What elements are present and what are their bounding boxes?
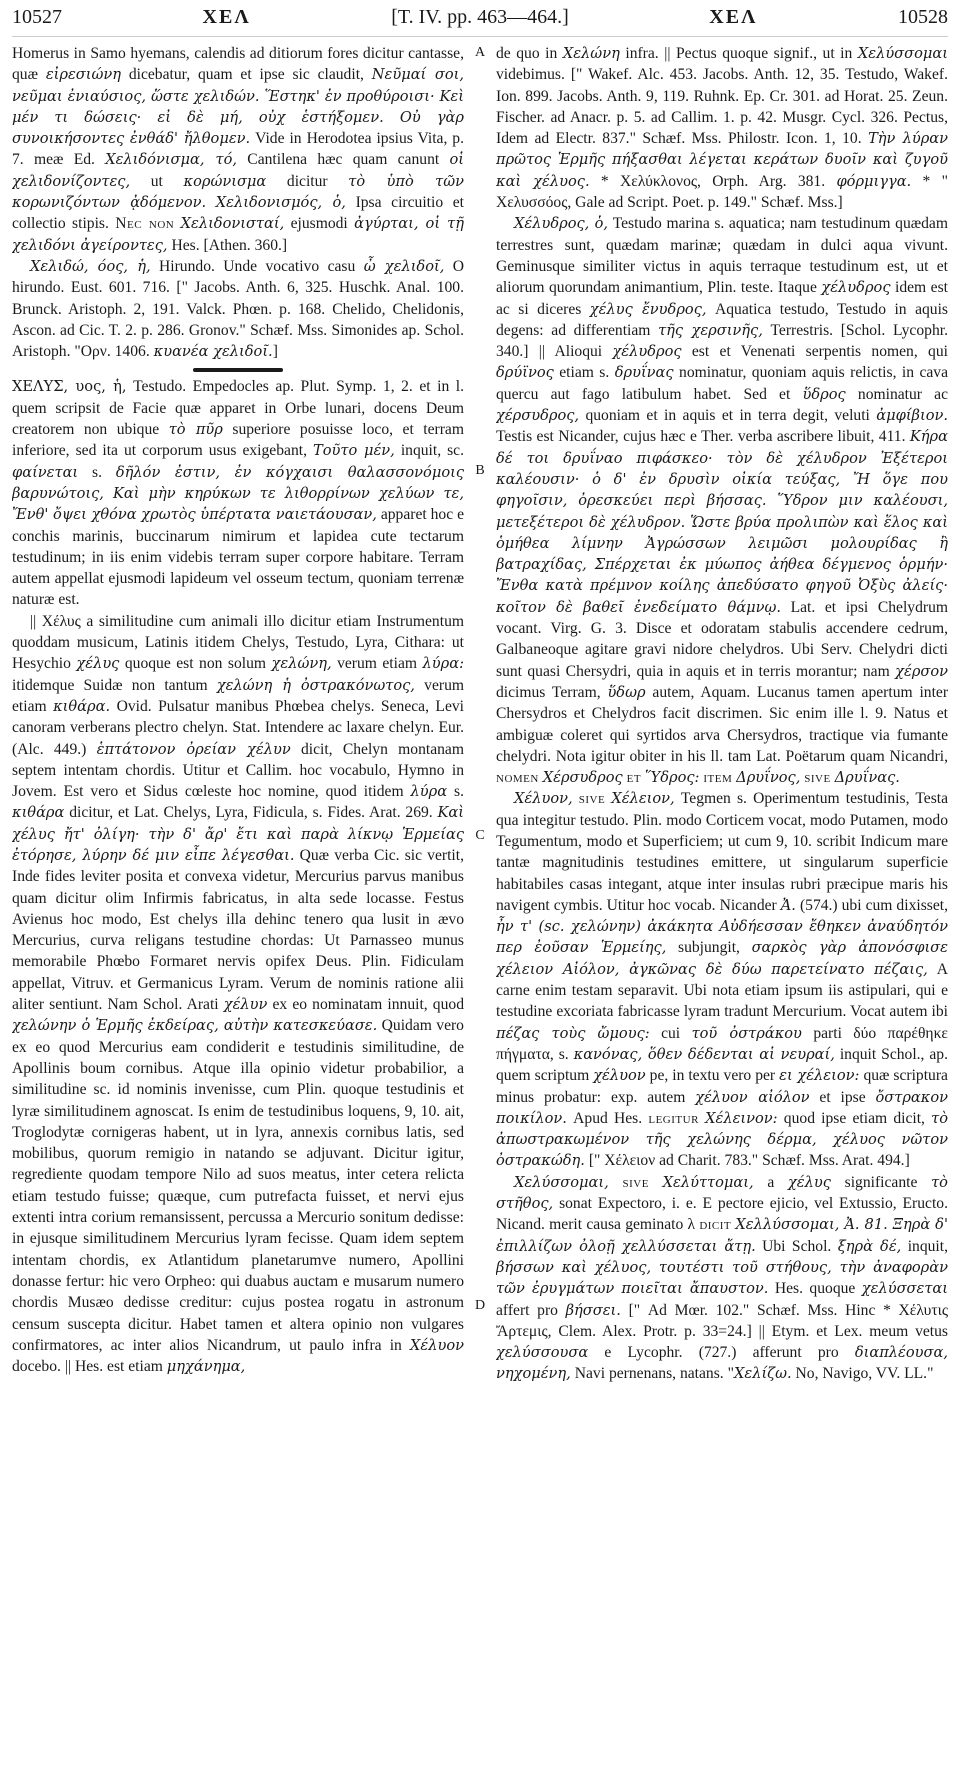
greek-text: χελώνη ἡ ὀστρακόνωτος, xyxy=(216,676,415,694)
body-text: sonat Expectoro, i. e. E pectore ejicio, vel Extussio, Eructo. Nicand. merit causa geminato λ xyxy=(496,1195,948,1234)
greek-text: φόρμιγγα. xyxy=(836,172,912,190)
greek-text: κορώνισμα xyxy=(183,172,267,190)
greek-text: ἀμφίβιον. xyxy=(876,407,948,425)
body-text: Quæ verba Cic. sic vertit, Inde fides leviter posita et convexa videtur, Mercurius parvus manibus quam dicitur olim Infirmis fabricatus, in alta sede locasse. Festus Avienus hoc modo, Est chelys illa dehinc tenero qua lusit in ævo Mercurius, curva religans testudine chordas: Ut Parnasseo munus memorabile Phœbo Formaret nervis opifex Deus. Plin. Fidiculam appellat, Vitruv. et Germanicus Lyram. Verum de nominis ratione alii aliter sentiunt. Nam Schol. Arati xyxy=(12,846,464,1014)
greek-text: χέλυδρος xyxy=(612,343,682,361)
body-text: quoque est non solum xyxy=(124,655,267,673)
running-head-right: ΧΕΛ xyxy=(709,6,758,28)
margin-mark-b: B xyxy=(475,463,485,478)
entry-chelyssomai xyxy=(496,1172,948,1385)
body-text: dicimus Terram, xyxy=(496,683,601,701)
small-caps-text: item xyxy=(703,769,733,787)
body-text: verum etiam xyxy=(337,655,418,673)
greek-text: ΧΕΛΥΣ, υος, ἡ, xyxy=(12,378,127,396)
greek-text: Χελιδόνισμα, τό, xyxy=(105,151,238,169)
body-text: quæ scriptura minus probatur: exp. autem xyxy=(496,1067,948,1106)
body-text: et ipse xyxy=(819,1088,866,1106)
small-caps-text: sive xyxy=(804,769,831,787)
entry-chelys-instrument xyxy=(12,611,464,1378)
greek-text: τὸ ὑπὸ τῶν κορωνιζόντων ᾀδόμενον. xyxy=(12,172,464,212)
body-text: Navi pernenans, natans. " xyxy=(574,1365,734,1383)
greek-text: χέλυς xyxy=(787,1173,831,1191)
greek-text: ὕδωρ xyxy=(607,683,646,701)
greek-text: λύρα xyxy=(410,783,448,801)
body-text: ejusmodi xyxy=(290,215,348,233)
greek-text: δῆλόν ἐστιν, ἐν κόγχαισι θαλασσονόμοις βαρυνώτοις, Καὶ μὴν κηρύκων τε λιθορρίνων χελύων τε, Ἔνθ' ὄψει χθόνα χρωτὸς ὑπέρτατα ναιετάουσαν, xyxy=(12,463,464,524)
body-text: s. xyxy=(92,463,102,481)
greek-text: κανόνας, ὅθεν δέδενται αἱ νευραί, xyxy=(573,1045,835,1063)
entry-chelys-continued xyxy=(496,43,948,213)
greek-text: ει χέλειον: xyxy=(779,1067,860,1085)
greek-text: Χέλειον, xyxy=(611,790,675,808)
greek-text: εἰρεσιώνη xyxy=(45,66,121,84)
body-text: Hes. [Athen. 360.] xyxy=(171,236,288,254)
greek-text: Χέρσυδρος xyxy=(542,769,623,787)
greek-text: χελύσσεται xyxy=(861,1280,948,1298)
body-text: Testis est Nicander, cujus hæc e Ther. verba ascribere libuit, 411. xyxy=(496,428,906,446)
greek-text: κιθάρα xyxy=(12,804,65,822)
greek-text: Χέλεινον: xyxy=(705,1109,778,1127)
greek-text: ὄστρακον ποικίλον. xyxy=(496,1088,948,1127)
body-text: * Χελύκλονος, Orph. Arg. 381. xyxy=(600,172,826,190)
body-text: Terrestris. [Schol. Lycophr. 340.] || Alioqui xyxy=(496,321,948,361)
greek-text: Καὶ χέλυς ἤτ' ὀλίγη· τὴν δ' ἄρ' ἔτι καὶ παρὰ λίκνῳ Ἑρμείας ἐτόρησε, λύρην δέ μιν εἶπε λέγεσθαι. xyxy=(12,804,464,864)
right-column xyxy=(496,43,948,1753)
body-text: Quidam vero ex eo quod Mercurius eam condiderit e testudinis similitudine, de Apollinis boum cornibus. Atque illa opinio videtur probabilior, a similitudine sc. id nominis invenisse, cum Plin. quoque testudinis et lyræ similitudinem agnoscat. Is enim de testudinibus loquens, 9, 10. ait, Troglodytæ cornigeras habent, ut in lyra, annexis cornibus latis, sed mobilibus, quorum remigio in natando se adjuvant. Dicitur igitur, regrediente quodam tempore Nilo ad suos meatus, inter cetera relicta etiam testudo fuisse; quæque, cum putrefacta fuisset, et nervi ejus extenti intra corium remansissent, percussa a Mercurio sonitum dedisse: in ejusque similitudinem Mercurius lyram fecisse. Quam idem septem intentam chordis, ex Atlantidum planetarumve numero, Apollini donasse fertur: hic vero Orpheo: qui duabus auctam e musarum numero chordis Musæo dedisse creditur: cujus postea rogatu in astronum censum suscepta dicitur. Habet tamen et altera opinio non vulgares confirmatores, ac inter alios Nicandrum, ut paulo infra in xyxy=(12,1017,464,1354)
greek-text: οἱ χελιδονίζοντες, xyxy=(12,151,464,190)
body-text: dicit, Chelyn montanam septem intentam chordis. Utitur et Callim. hoc vocabulo, Hymno in Jovem. Est vero et Sidus cœleste hoc nomine, quod itidem xyxy=(12,740,464,801)
greek-text: Χελλύσσομαι, Ἀ. 81. Ξηρὰ δ' ἐπιλλίζων ὀλοῇ χελλύσσεται ἄτῃ. xyxy=(496,1216,948,1255)
page-number-right: 10528 xyxy=(897,6,948,28)
entry-separator-rule xyxy=(193,368,283,372)
greek-text: Τὴν λύραν πρῶτος Ἑρμῆς πήξασθαι λέγεται κεράτων δυοῖν καὶ ζυγοῦ καὶ χέλυος. xyxy=(496,130,948,190)
body-text: (574.) ubi cum dixisset, xyxy=(799,896,948,914)
small-caps-text: nomen xyxy=(496,769,539,787)
greek-text: ξηρὰ δέ, xyxy=(837,1237,902,1255)
body-text: ex eo nominatam innuit, quod xyxy=(272,996,464,1014)
body-text: verum etiam xyxy=(12,676,464,715)
small-caps-text: legitur xyxy=(648,1109,699,1127)
body-text: A carne enim testam separavit. Ubi nota etiam ipsum iis astipulari, qui e testudine excoriata fabricasse lyram tradunt Mercurium. Vocat autem ibi xyxy=(496,960,948,1021)
small-caps-text: sive xyxy=(622,1173,649,1191)
greek-text: τὸ στῆθος, xyxy=(496,1173,948,1213)
body-text: Testudo. Empedocles ap. Plut. Symp. 1, 2. et in l. quem scripsit de Facie quæ apparet in Orbe lunari, docens Deum creatorem non ubique xyxy=(12,378,464,439)
greek-text: δρύϊνος xyxy=(496,364,554,382)
body-text: dicitur, et Lat. Chelys, Lyra, Fidicula, s. Fides. Arat. 269. xyxy=(69,804,433,822)
greek-text: χέλυδρος xyxy=(821,279,891,297)
greek-text: κυανέα χελιδοῖ. xyxy=(153,343,273,361)
two-column-body xyxy=(12,43,948,1753)
greek-text: τὸ πῦρ xyxy=(168,421,223,439)
greek-text: βήσσων καὶ χέλυος, τουτέστι τοῦ στήθους, τὴν ἀναφορὰν τῶν ἐρυγμάτων ποιεῖται ἄπαυστον. xyxy=(496,1258,948,1298)
greek-text: Χελιδονισταί, xyxy=(180,215,285,233)
margin-mark-c: C xyxy=(475,828,485,843)
body-text: Apud Hes. xyxy=(573,1109,643,1127)
greek-text: λύρα: xyxy=(422,655,464,673)
greek-text: κιθάρα. xyxy=(53,697,111,715)
body-text: de quo in xyxy=(496,45,558,62)
greek-text: Χέλυδρος, ὁ, xyxy=(514,215,609,233)
body-text: [" Χέλειον ad Charit. 783." Schæf. Mss. Arat. 494.] xyxy=(588,1152,910,1170)
body-text: subjungit, xyxy=(678,939,740,957)
entry-chelydros xyxy=(496,213,948,788)
greek-text: Δρυΐνος, xyxy=(736,769,801,787)
body-text: * " Χελυσσόος, Gale ad Script. Poet. p. 149." Schæf. Mss.] xyxy=(496,172,948,212)
body-text: affert pro xyxy=(496,1301,558,1319)
body-text: nominatur, quoniam aquis relictis, in cava quercu aut fago latibulum habet. Sed et xyxy=(496,364,948,403)
body-text: Aquatica testudo, Testudo in aquis degens: ad differentiam xyxy=(496,300,948,339)
body-text: infra. || Pectus quoque signif., ut in xyxy=(625,45,853,62)
greek-text: χέλυς ἔνυδρος, xyxy=(589,300,707,318)
greek-text: Χελώνη xyxy=(562,45,620,62)
body-text: etiam s. xyxy=(559,364,610,382)
body-text: inquit, xyxy=(907,1237,948,1255)
body-text: O hirundo. Eust. 601. 716. [" Jacobs. Anth. 6, 325. Huschk. Anal. 100. Brunck. Aristoph. 2, 191. Valck. Phœn. p. 168. Chelido, Chelidonis, Ascon. ad Cic. T. 2. p. 286. Gronov." Schæf. Mss. Simonides ap. Schol. Aristoph. "Ορν. 1406. xyxy=(12,257,464,361)
body-text: idem est ac si diceres xyxy=(496,279,948,318)
entry-chelyon xyxy=(496,788,948,1171)
greek-text: Νεῦμαί σοι, νεῦμαι ἐνιαύσιος, ὥστε χελιδών. Ἕστηκ' ἐν προθύροισι· Κεὶ μέν τι δώσεις· εἰ δὲ μή, οὐχ ἑστήξομεν. Οὐ γὰρ συνοικήσοντες ἐνθάδ' ἤλθομεν. xyxy=(12,66,464,148)
body-text: significante xyxy=(844,1173,918,1191)
greek-text: Χελύττομαι, xyxy=(662,1173,754,1191)
body-text: Hirundo. Unde vocativo casu xyxy=(159,257,356,275)
greek-text: δρυΐνας xyxy=(614,364,674,382)
margin-mark-d: D xyxy=(474,1298,486,1313)
body-text: pe, in textu vero per xyxy=(649,1067,776,1085)
small-caps-text: sive xyxy=(578,790,606,808)
page-header xyxy=(12,6,948,37)
greek-text: χέρσυδρος, xyxy=(496,407,580,425)
margin-mark-a: A xyxy=(474,45,486,60)
greek-text: χελώνη, xyxy=(271,655,332,673)
body-text: a xyxy=(767,1173,775,1191)
greek-text: Χελιδονισμός, ὁ, xyxy=(215,194,346,212)
body-text: ] xyxy=(272,343,278,361)
greek-text: ἀγύρται, οἱ τῇ χελιδόνι ἀγείροντες, xyxy=(12,215,464,254)
greek-text: χελύσσουσα xyxy=(496,1344,589,1362)
greek-text: χέλυον xyxy=(593,1067,646,1085)
greek-text: χέρσον xyxy=(895,662,948,680)
body-text: nominatur ac xyxy=(857,385,948,403)
greek-text: Κήρα δέ τοι δρυΐναο πιφάσκεο· τὸν δὲ χέλυδρον Ἐξέτεροι καλέουσιν· ὁ δ' ἐν δρυσὶν οἰκία τεύξας, Ἤ ὅγε που φηγοῖσιν, ὀρεσκεύει περὶ βήσσας. Ὕδρον μιν καλέουσι, μετεξέτεροι δὲ χέλυδρον. Ὥστε βρύα προλιπὼν καὶ ἕλος καὶ ὁμήθεα λίμνην Ἀγρώσσων λειμῶσι μολουρίδας ἢ βατραχίδας, Σπέρχεται ἐκ μύωπος ἀήθεα δέγμενος ὁρμήν· Ἔνθα κατὰ πρέμνον κοίλης ἀπεδύσατο φηγοῦ Ὀξὺς ἀλείς· κοῖτον δὲ βαθεῖ ἐνεδείματο θάμνῳ. xyxy=(496,428,948,616)
body-text: quoniam et in aquis et in terra degit, veluti xyxy=(585,407,870,425)
body-text: inquit Schol., ap. quem scriptum xyxy=(496,1045,948,1085)
body-text: docebo. || Hes. est etiam xyxy=(12,1358,163,1376)
running-head-left: ΧΕΛ xyxy=(202,6,251,28)
greek-text: Χελίζω. xyxy=(733,1365,792,1383)
body-text: Tegmen s. Operimentum testudinis, Testa qua integitur testudo. Plin. modo Corticem vocat, modo Putamen, modo Tegumentum, modo et Superficiem; ut cum 9, 10. scribit Indicum mare tantæ magnitudinis testudines emittere, ut singularum superficie habitabiles casas integant, atque inter insulas rubri præcipue maris his navigent cymbis. Utitur hoc vocab. Nicander xyxy=(496,790,948,914)
greek-text: πέζας τοὺς ὤμους: xyxy=(496,1024,650,1042)
body-text: Cantilena hæc quam canunt xyxy=(247,151,440,169)
body-text: parti δύο παρέθηκε πήγματα, s. xyxy=(496,1024,948,1063)
body-text: apparet hoc e conchis marinis, buccinarum nimirum et lapidea cute tectarum testudinum; in iis enim videbis terram super corpore habitare. Terram autem appellat ejusmodi lapideum vel osseum tectum, quoniam terrenæ naturæ est. xyxy=(12,506,464,609)
greek-text: ἦν τ' (sc. χελώνην) ἀκάκητα Αὐδήεσσαν ἔθηκεν ἀναύδητόν περ ἐοῦσαν Ἑρμείης, xyxy=(496,918,948,957)
body-text: e Lycophr. (727.) afferunt pro xyxy=(604,1344,839,1362)
entry-chelidonisma xyxy=(12,43,464,256)
greek-text: Χελύσσομαι, xyxy=(514,1173,609,1191)
greek-text: Χέλυον xyxy=(409,1336,464,1354)
greek-text: τοῦ ὀστράκου xyxy=(691,1024,802,1042)
small-caps-text: et xyxy=(626,769,642,787)
small-caps-text: dicit xyxy=(699,1216,732,1234)
body-text: Testudo marina s. aquatica; nam testudinum quædam terrestres sunt, quædam marinæ; quædam in dulci aqua vivunt. Geminusque similiter victus in aquis terraque testudinum est, ut et aliorum quorundam animantium, Plin. teste. Itaque xyxy=(496,215,948,297)
body-text: Ipsa circuitio et collectio stipis. xyxy=(12,194,464,233)
greek-text: ὦ χελιδοῖ, xyxy=(363,257,445,275)
greek-text: Ἀ. xyxy=(780,896,796,914)
entry-chelys xyxy=(12,376,464,610)
body-text: est et Venenati serpentis nomen, qui xyxy=(691,343,948,361)
greek-text: Ὕδρος: xyxy=(644,769,700,787)
greek-text: μηχάνημα, xyxy=(166,1358,246,1376)
body-text: itidemque Suidæ non tantum xyxy=(12,676,208,694)
body-text: quod ipse etiam dicit, xyxy=(783,1109,925,1127)
greek-text: σαρκὸς γὰρ ἀπονόσφισε χέλειον Αἰόλον, ἀγκῶνας δὲ δύω παρετείνατο πέζαις, xyxy=(496,939,948,978)
greek-text: χέλυν xyxy=(223,996,268,1014)
body-text: videbimus. [" Wakef. Alc. 453. Jacobs. Anth. 12, 35. Testudo, Wakef. Ion. 899. Jacobs. Anth. 9, 119. Ruhnk. Ep. Cr. 301. ad Horat. 25. Zeun. Fischer. ad Anacr. p. 5. ad Callim. 1. p. 42. Musgr. Cycl. 326. Pectus, Idem ad Electr. 837." Schæf. Mss. Philostr. Icon. 1, 10. xyxy=(496,66,948,148)
body-text: Lat. et ipsi Chelydrum vocant. Virg. G. 3. Disce et odoratam stabulis accendere cedrum, Galbaneoque agitare gravi nidore chelydros. Ubi Serv. Chelydri dicti sunt quasi Chersydri, quia in aquis et in terris morantur; nam xyxy=(496,598,948,680)
body-text: superiore posuisse loco, et terram inferiore, sed ita ut corporum usus exigebant, xyxy=(12,421,464,460)
body-text: [" Ad Mœr. 102." Schæf. Mss. Hinc * Χέλυτις Ἄρτεμις, Clem. Alex. Protr. p. 33=24.] || Etym. et Lex. meum vetus xyxy=(496,1301,948,1340)
entry-chelido xyxy=(12,256,464,362)
greek-text: ἑπτάτονον ὀρείαν χέλυν xyxy=(96,740,291,758)
body-text: s. xyxy=(454,783,464,801)
body-text: dicebatur, quam et ipse sic claudit, xyxy=(128,66,364,84)
greek-text: Χελιδώ, όος, ἡ, xyxy=(30,257,151,275)
greek-text: Δρυΐνας. xyxy=(834,769,900,787)
volume-reference: [T. IV. pp. 463—464.] xyxy=(391,6,569,28)
greek-text: βήσσει. xyxy=(565,1301,621,1319)
body-text: Ovid. Pulsatur manibus Phœbea chelys. Seneca, Levi canoram verberans plectro chelyn. Stat. Intendere ac laxare chelyn. Eur. (Alc. 449.) xyxy=(12,697,464,758)
body-text: autem, Aquam. Lucanus tamen apertum inter Chersydros et Chelydros facit discrimen. Sic enim ille l. 9. Natus et ambiguæ coleret qui syrtidos arva Chersydros, tractique via fumante chelydri. Nota igitur obiter in his ll. tam Lat. Poëtarum quam Nicandri, xyxy=(496,683,948,765)
greek-text: διαπλέουσα, νηχομένη, xyxy=(496,1344,948,1383)
greek-text: χέλυς xyxy=(76,655,120,673)
body-text: inquit, sc. xyxy=(400,442,464,460)
body-text: cui xyxy=(661,1024,681,1042)
greek-text: Χέλυον, xyxy=(514,790,573,808)
greek-text: ὕδρος xyxy=(802,385,846,403)
body-text: Ubi Schol. xyxy=(762,1237,832,1255)
body-text: Homerus in Samo hyemans, calendis ad ditiorum fores dicitur cantasse, quæ xyxy=(12,45,464,84)
greek-text: φαίνεται xyxy=(12,463,79,481)
left-column xyxy=(12,43,464,1753)
body-text: || Χέλυς a similitudine cum animali illo dicitur etiam Instrumentum quoddam musicum, Latinis itidem Chelys, Testudo, Lyra, Cithara: ut Hesychio xyxy=(12,612,464,673)
body-text: No, Navigo, VV. LL." xyxy=(795,1365,934,1383)
greek-text: τὸ ἀπωστρακωμένον τῆς χελώνης δέρμα, χέλυος νῶτον ὀστρακώδη. xyxy=(496,1109,948,1170)
greek-text: τῆς χερσινῆς, xyxy=(658,321,763,339)
small-caps-text: Nec non xyxy=(115,215,175,233)
greek-text: Τοῦτο μέν, xyxy=(312,442,395,460)
body-text: dicitur xyxy=(286,172,328,190)
body-text: ut xyxy=(150,172,163,190)
body-text: Vide in Herodotea ipsius Vita, p. 7. meæ Ed. xyxy=(12,130,464,169)
greek-text: χέλυον αἰόλον xyxy=(695,1088,810,1106)
page-number-left: 10527 xyxy=(12,6,62,28)
greek-text: χελώνην ὁ Ἑρμῆς ἐκδείρας, αὐτὴν κατεσκεύασε. xyxy=(12,1017,378,1035)
greek-text: Χελύσσομαι xyxy=(857,45,948,62)
body-text: Hes. quoque xyxy=(774,1280,856,1298)
